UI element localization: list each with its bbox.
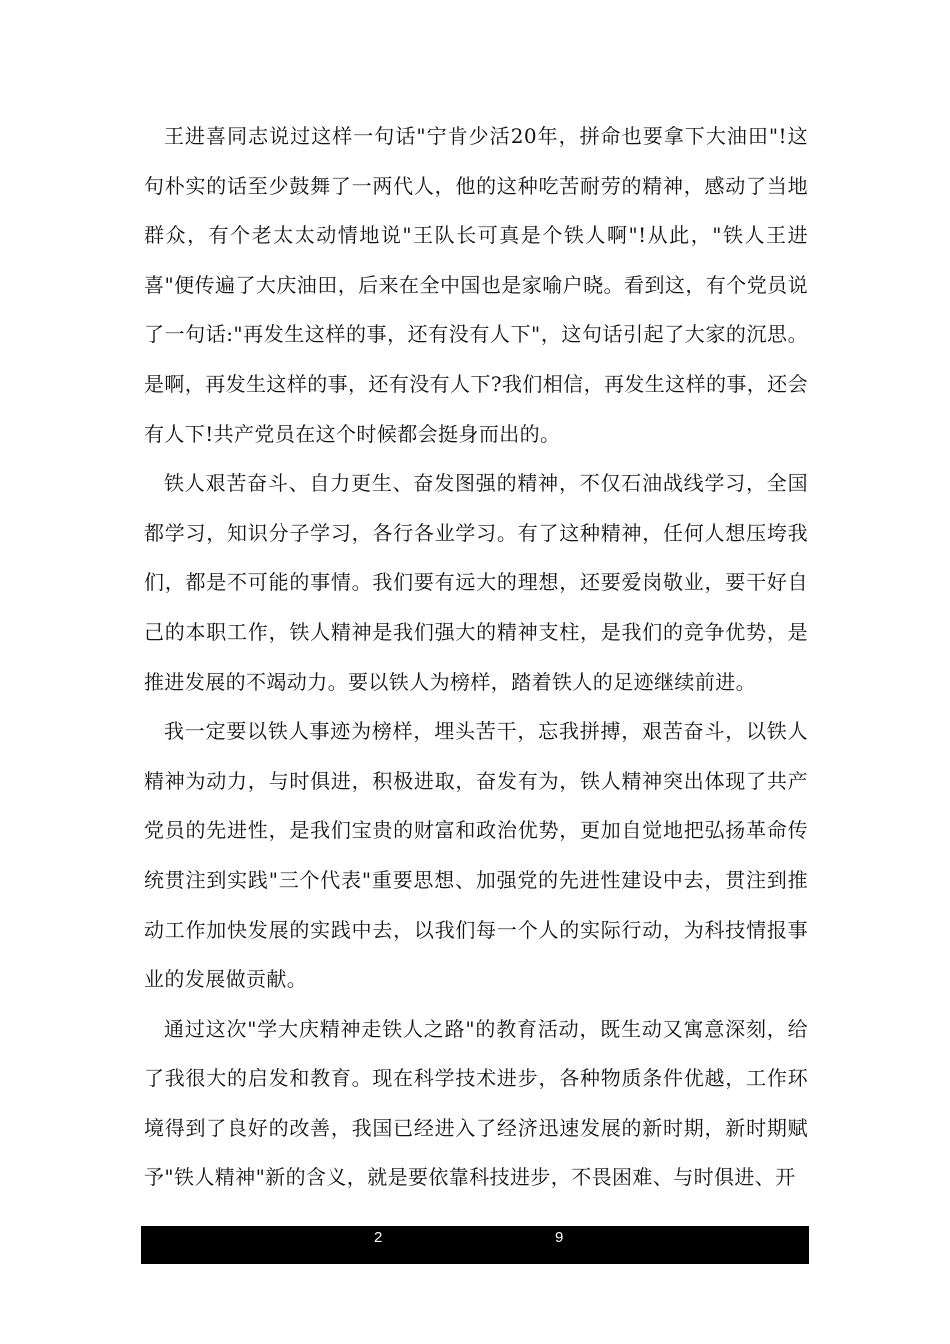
page-footer-bar [141,1226,809,1264]
total-pages-number: 9 [555,1229,564,1246]
paragraph: 王进喜同志说过这样一句话"宁肯少活20年，拼命也要拿下大油田"!这句朴实的话至少鼓舞了一两代人，他的这种吃苦耐劳的精神，感动了当地群众，有个老太太动情地说"王队长可真是个铁人啊"!从此，"铁人王进喜"便传遍了大庆油田，后来在全中国也是家喻户晓。看到这，有个党员说了一句话:"再发生这样的事，还有没有人下"，这句话引起了大家的沉思。是啊，再发生这样的事，还有没有人下?我们相信，再发生这样的事，还会有人下!共产党员在这个时候都会挺身而出的。 [144,124,808,446]
paragraph: 铁人艰苦奋斗、自力更生、奋发图强的精神，不仅石油战线学习，全国都学习，知识分子学习，各行各业学习。有了这种精神，任何人想压垮我们，都是不可能的事情。我们要有远大的理想，还要爱岗敬业，要干好自己的本职工作，铁人精神是我们强大的精神支柱，是我们的竞争优势，是推进发展的不竭动力。要以铁人为榜样，踏着铁人的足迹继续前进。 [144,471,808,694]
paragraph: 通过这次"学大庆精神走铁人之路"的教育活动，既生动又寓意深刻，给了我很大的启发和教育。现在科学技术进步，各种物质条件优越，工作环境得到了良好的改善，我国已经进入了经济迅速发展的新时期，新时期赋予"铁人精神"新的含义，就是要依靠科技进步，不畏困难、与时俱进、开 [144,1016,808,1190]
paragraph: 我一定要以铁人事迹为榜样，埋头苦干，忘我拼搏，艰苦奋斗，以铁人精神为动力，与时俱进，积极进取，奋发有为，铁人精神突出体现了共产党员的先进性，是我们宝贵的财富和政治优势，更加自觉地把弘扬革命传统贯注到实践"三个代表"重要思想、加强党的先进性建设中去，贯注到推动工作加快发展的实践中去，以我们每一个人的实际行动，为科技情报事业的发展做贡献。 [144,719,808,992]
current-page-number: 2 [374,1229,383,1246]
document-body [144,112,808,1203]
